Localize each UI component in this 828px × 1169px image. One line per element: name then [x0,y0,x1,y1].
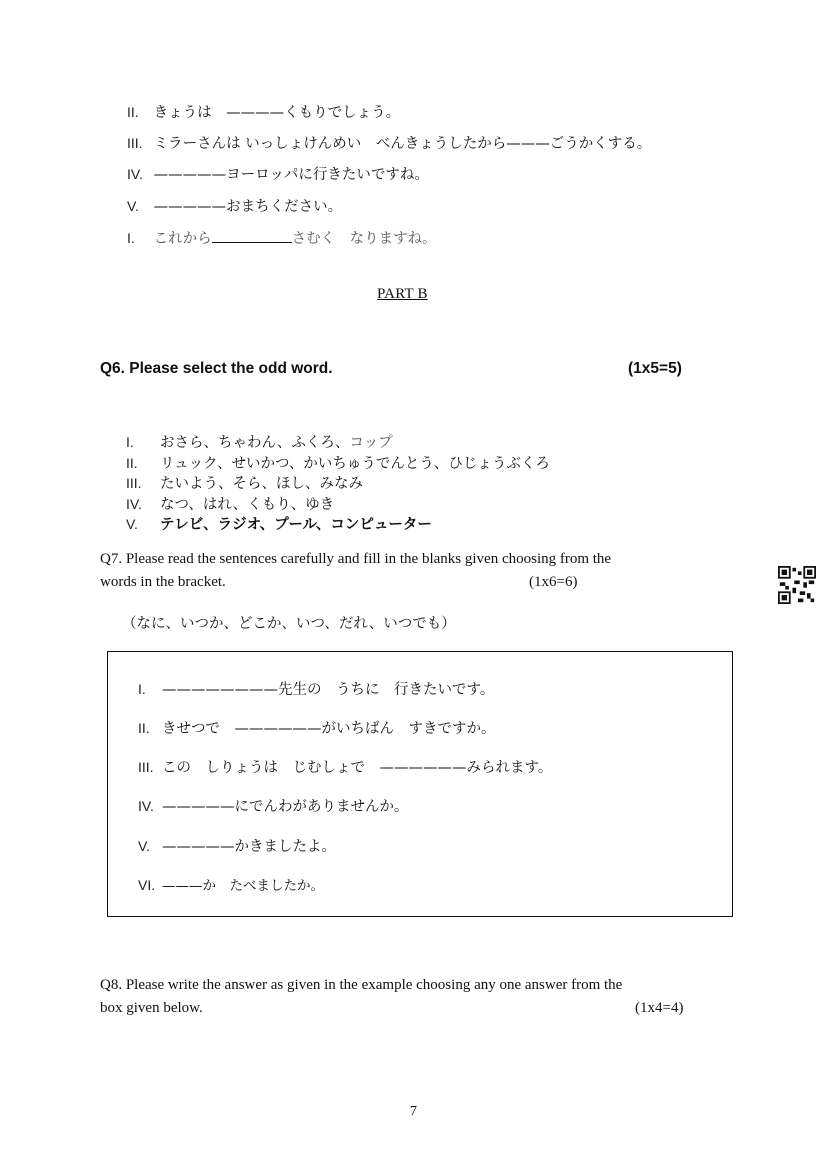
list-item [126,513,550,534]
item-number: I. [127,230,135,246]
answer-blank [212,230,292,243]
list-item [126,472,550,493]
item-text: —————にでんわがありませんか。 [162,799,409,815]
box-item-6 [138,874,324,894]
item-text: リュック、せいかつ、かいちゅうでんとう、ひじょうぶくろ [160,455,550,472]
box-item-3 [138,756,552,777]
item-text: ミラーさんは いっしょけんめい べんきょうしたから———ごうかくする。 [153,136,652,152]
item-text: ———か たべましたか。 [162,878,324,894]
item-text: テレビ、ラジオ、プール、コンピューター [160,517,432,533]
part-b-title: PART B [377,286,428,302]
item-number: IV. [127,166,143,182]
q6-title: Q6. Please select the odd word. [100,360,333,377]
box-item-4 [138,795,409,816]
item-number: V. [138,838,150,854]
item-number: VI. [138,877,156,893]
q6-marks: (1x5=5) [628,360,682,377]
item-number: II. [126,454,138,471]
top-item-1 [127,227,437,248]
top-item-5 [127,195,342,216]
item-text: おさら、ちゃわん、ふくろ、 [160,435,350,451]
top-item-3 [127,132,651,153]
top-item-2 [127,101,400,122]
page-number: 7 [410,1104,417,1119]
item-text-before: これから [153,231,212,247]
item-number: V. [126,516,138,532]
item-number: III. [126,475,142,491]
q7-word-options: （なに、いつか、どこか、いつ、だれ、いつでも） [122,616,456,632]
q7-answer-box [107,651,733,917]
item-text: なつ、はれ、くもり、ゆき [160,496,335,513]
box-item-1 [138,678,494,699]
item-text: —————ヨーロッパに行きたいですね。 [153,167,429,183]
item-text: たいよう、そら、ほし、みなみ [160,476,363,492]
item-text: この しりょうは じむしょで ——————みられます。 [162,760,553,776]
q8-marks: (1x4=4) [635,1000,684,1016]
item-number: I. [138,681,146,697]
box-item-5 [138,835,336,856]
item-number: III. [127,135,143,151]
item-text-extra: コップ [349,435,393,451]
item-number: III. [138,759,154,775]
box-item-2 [138,717,496,738]
qr-code-icon [778,566,816,604]
item-number: II. [138,720,150,736]
item-number: IV. [138,798,154,814]
q8-line-2: box given below. [100,1000,203,1016]
list-item [126,452,550,473]
list-item [126,493,550,514]
item-number: V. [127,198,139,214]
q7-marks: (1x6=6) [529,574,578,590]
q8-line-1: Q8. Please write the answer as given in the example choosing any one answer from the [100,977,623,993]
item-text: —————かきましたよ。 [162,839,336,855]
item-number: I. [126,434,134,450]
q6-list [126,431,550,534]
q7-line-1: Q7. Please read the sentences carefully and fill in the blanks given choosing from the [100,551,612,567]
item-text: きょうは ————くもりでしょう。 [153,105,401,121]
item-number: II. [127,104,139,120]
q7-line-2: words in the bracket. [100,574,226,590]
top-item-4 [127,163,429,184]
list-item [126,431,550,452]
item-text: —————おまちください。 [153,199,343,215]
item-text: きせつで ——————がいちばん すきですか。 [162,721,496,737]
item-text: ————————先生の うちに 行きたいです。 [162,682,495,698]
item-number: IV. [126,495,142,512]
item-text-after: さむく なりますね。 [291,231,437,247]
